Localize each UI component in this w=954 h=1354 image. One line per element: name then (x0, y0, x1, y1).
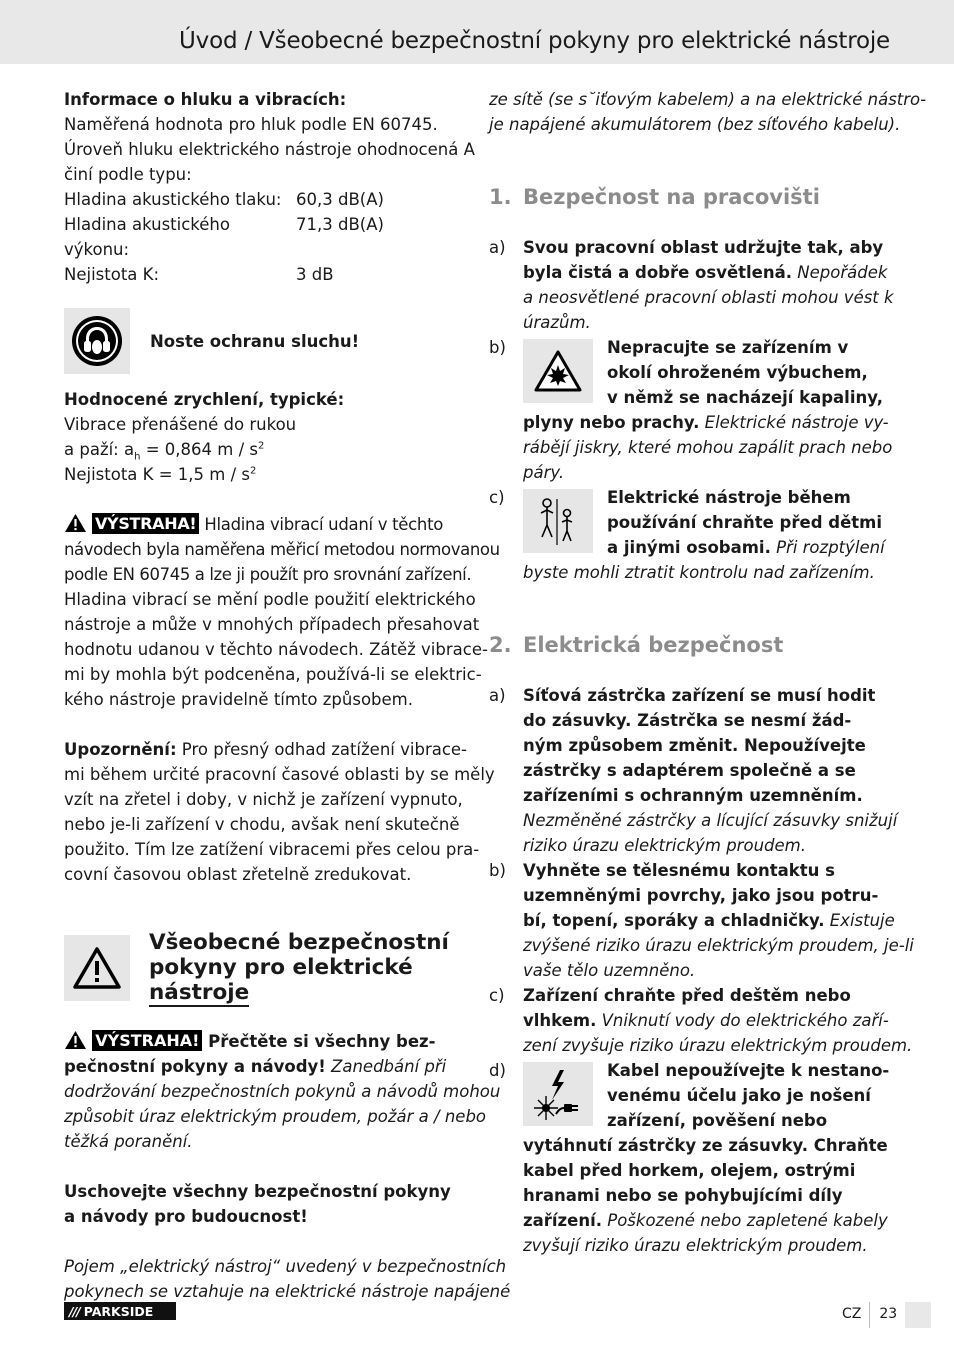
page-number-block (834, 1302, 931, 1328)
parkside-logo (64, 1302, 176, 1320)
item-italic-line: vaše tělo uzemněno. (523, 961, 696, 980)
term-continuation: ze sítě (se s˘iťovým kabelem) a na elektrické nástro- (489, 90, 927, 109)
safety-section-title-row (64, 930, 464, 1005)
item-bold-line: Svou pracovní oblast udržujte tak, aby (523, 238, 884, 257)
item-italic-line: rábějí jiskry, které mohou zapálit prach nebo (523, 438, 893, 457)
item-bold-line: venému účelu jako je nošení (607, 1086, 871, 1105)
warning-bold-text: Přečtěte si všechny bez- (202, 1032, 436, 1051)
warning-icon (64, 1030, 87, 1050)
item-italic-text: Elektrické nástroje vy- (699, 413, 889, 432)
warning-text-line: hodnotu udanou v těchto návodech. Zátěž vibrace- (64, 640, 488, 659)
ear-protection-row (64, 308, 464, 374)
item-bold-line: používání chraňte před dětmi (607, 513, 882, 532)
note-line: použito. Tím lze zatížení vibracemi přes celou pra- (64, 840, 480, 859)
noise-value-row (64, 262, 464, 287)
keep-children-away-icon (523, 489, 593, 553)
item-bold-line: Síťová zástrčka zařízení se musí hodit (523, 686, 876, 705)
noise-key: Hladina akustického tlaku: (64, 190, 282, 209)
list-item (489, 683, 898, 858)
list-item (489, 335, 891, 485)
logo-slashes: /// (69, 1303, 80, 1319)
item-bold-line: Vyhněte se tělesnému kontaktu s (523, 861, 835, 880)
noise-line: Naměřená hodnota pro hluk podle EN 60745. (64, 115, 438, 134)
warning-italic-line: těžká poranění. (64, 1132, 193, 1151)
uncertainty-number: Nejistota K = 1,5 m / s (64, 465, 250, 484)
general-warning-icon (64, 935, 130, 1001)
warning-badge: VÝSTRAHA! (92, 513, 199, 534)
note-paragraph (64, 737, 468, 762)
read-all-warning (64, 1029, 464, 1054)
warning-text-line: mi by mohla být podceněna, používá-li se elektric- (64, 665, 482, 684)
item-italic-line: zvyšují riziko úrazu elektrickým proudem. (523, 1236, 868, 1255)
warning-badge: VÝSTRAHA! (92, 1030, 202, 1051)
item-label: b) (489, 338, 506, 357)
term-continuation: je napájené akumulátorem (bez síťového kabelu). (489, 115, 901, 134)
acceleration-prefix: a paží: a (64, 440, 135, 459)
warning-bold-text: pečnostní pokyny a návody! (64, 1057, 326, 1076)
warning-line (64, 1054, 464, 1079)
item-bold-line: Nepracujte se zařízením v (607, 338, 849, 357)
item-bold-line: vytáhnutí zástrčky ze zásuvky. Chraňte (523, 1136, 888, 1155)
safety-section-title: pokyny pro elektrické (149, 955, 413, 980)
cable-hazard-icon (523, 1062, 593, 1126)
ear-protection-icon (64, 308, 130, 374)
noise-value-row (64, 187, 464, 212)
acceleration-exponent: 2 (257, 440, 265, 452)
left-column (64, 87, 511, 1304)
term-definition: Pojem „elektrický nástroj“ uvedený v bezpečnostních (64, 1257, 507, 1276)
vibration-warning (64, 512, 464, 537)
item-italic-line: a neosvětlené pracovní oblasti mohou vést k (523, 288, 894, 307)
item-italic-line: zvýšené riziko úrazu elektrickým proudem, je-li (523, 936, 914, 955)
item-bold-text: bí, topení, sporáky a chladničky. (523, 911, 825, 930)
term-definition: pokynech se vztahuje na elektrické nástroje napájené (64, 1282, 511, 1301)
uncertainty-value (64, 462, 464, 487)
item-bold-line: zařízení, pověšení nebo (607, 1111, 828, 1130)
warning-italic-line: způsobit úraz elektrickým proudem, požár a / nebo (64, 1107, 487, 1126)
item-italic-line: páry. (523, 463, 565, 482)
safety-section-title: nástroje (149, 980, 250, 1005)
warning-text-line: kého nástroje pravidelně tímto způsobem. (64, 690, 413, 709)
item-bold-text: a jinými osobami. (607, 538, 771, 557)
item-italic-text: Poškozené nebo zapletené kabely (602, 1211, 888, 1230)
section-number: 1. (489, 185, 512, 209)
item-italic-text: Nepořádek (792, 263, 888, 282)
warning-text-line: podle EN 60745 a lze ji použít pro srovnání zařízení. (64, 565, 472, 584)
list-item (489, 1058, 891, 1258)
list-item (489, 485, 891, 585)
item-bold-line: Kabel nepoužívejte k nestano- (607, 1061, 890, 1080)
acceleration-heading: Hodnocené zrychlení, typické: (64, 390, 345, 409)
acceleration-number: = 0,864 m / s (140, 440, 258, 459)
item-label: b) (489, 861, 506, 880)
page-header (0, 0, 954, 64)
item-italic-line: zení zvyšuje riziko úrazu elektrickým proudem. (523, 1036, 913, 1055)
note-label: Upozornění: (64, 740, 177, 759)
item-bold-line: okolí ohroženém výbuchem, (607, 363, 868, 382)
noise-value-row (64, 212, 464, 262)
item-italic-text: Vniknutí vody do elektrického zaří- (596, 1011, 889, 1030)
item-label: a) (489, 238, 506, 257)
item-label: c) (489, 986, 505, 1005)
note-line: covní časovou oblast zřetelně zredukovat. (64, 865, 412, 884)
warning-text-line: nástroje a může v mnohých případech přesahovat (64, 615, 480, 634)
item-bold-line: zástrčky s adaptérem společně a se (523, 761, 856, 780)
warning-italic-line: dodržování bezpečnostních pokynů a návodů mohou (64, 1082, 501, 1101)
keep-instructions: a návody pro budoucnost! (64, 1207, 308, 1226)
noise-line: Úroveň hluku elektrického nástroje ohodnocená A (64, 140, 475, 159)
footer-tab (905, 1302, 931, 1328)
noise-key: Hladina akustického výkonu: (64, 215, 230, 259)
list-item (489, 858, 914, 983)
item-italic-line: byste mohli ztratit kontrolu nad zařízením. (523, 563, 875, 582)
noise-value: 71,3 dB(A) (296, 215, 384, 234)
noise-value: 60,3 dB(A) (296, 190, 384, 209)
item-bold-line: kabel před horkem, olejem, ostrými (523, 1161, 856, 1180)
item-bold-text: byla čistá a dobře osvětlená. (523, 263, 793, 282)
note-line: vzít na zřetel i doby, v nichž je zařízení vypnuto, (64, 790, 463, 809)
acceleration-subscript: h (134, 451, 141, 463)
list-item (489, 983, 913, 1058)
item-label: c) (489, 488, 505, 507)
page-title: Úvod / Všeobecné bezpečnostní pokyny pro elektrické nástroje (179, 28, 890, 54)
item-bold-line: ným způsobem změnit. Nepoužívejte (523, 736, 866, 755)
section-number: 2. (489, 633, 512, 657)
item-bold-line: Elektrické nástroje během (607, 488, 851, 507)
item-bold-line: zařízeními s ochranným uzemněním. (523, 786, 863, 805)
section-title: Bezpečnost na pracovišti (523, 185, 820, 209)
item-italic-line: Nezměněné zástrčky a lícující zásuvky snižují (523, 811, 898, 830)
list-item (489, 235, 894, 335)
right-column (489, 87, 927, 1258)
item-italic-line: riziko úrazu elektrickým proudem. (523, 836, 806, 855)
item-bold-text: vlhkem. (523, 1011, 597, 1030)
item-bold-line: do zásuvky. Zástrčka se nesmí žád- (523, 711, 852, 730)
noise-key: Nejistota K: (64, 265, 160, 284)
language-code: CZ (842, 1306, 862, 1322)
item-label: a) (489, 686, 506, 705)
keep-instructions: Uschovejte všechny bezpečnostní pokyny (64, 1182, 451, 1201)
item-bold-line: hranami nebo se pohybujícími díly (523, 1186, 843, 1205)
item-bold-line: Zařízení chraňte před deštěm nebo (523, 986, 851, 1005)
warning-text-line: návodech byla naměřena měřicí metodou normovanou (64, 540, 500, 559)
section-heading-workplace (489, 183, 891, 211)
item-italic-text: Existuje (824, 911, 895, 930)
section-title: Elektrická bezpečnost (523, 633, 784, 657)
noise-line: činí podle typu: (64, 165, 192, 184)
item-label: d) (489, 1061, 506, 1080)
explosion-hazard-icon (523, 339, 593, 403)
note-line: nebo je-li zařízení v chodu, avšak není skutečně (64, 815, 460, 834)
item-bold-text: plyny nebo prachy. (523, 413, 700, 432)
safety-section-title: Všeobecné bezpečnostní (149, 930, 449, 955)
item-italic-text: Při rozptýlení (770, 538, 885, 557)
ear-protection-text: Noste ochranu sluchu! (150, 331, 360, 351)
logo-text: PARKSIDE (83, 1303, 154, 1319)
warning-icon (64, 513, 87, 533)
item-italic-line: úrazům. (523, 313, 591, 332)
section-heading-electrical (489, 631, 891, 659)
warning-italic-text: Zanedbání při (325, 1057, 447, 1076)
acceleration-line: Vibrace přenášené do rukou (64, 415, 297, 434)
item-bold-line: uzemněnými povrchy, jako jsou potru- (523, 886, 879, 905)
item-bold-text: zařízení. (523, 1211, 602, 1230)
note-line: mi během určité pracovní časové oblasti by se měly (64, 765, 495, 784)
page-number: 23 (879, 1306, 898, 1322)
acceleration-value (64, 437, 464, 462)
warning-text-line: Hladina vibrací se mění podle použití elektrického (64, 590, 476, 609)
item-bold-line: v němž se nacházejí kapaliny, (607, 388, 883, 407)
uncertainty-exponent: 2 (250, 465, 257, 477)
warning-text: Hladina vibrací udaní v těchto (199, 515, 444, 534)
noise-heading: Informace o hluku a vibracích: (64, 90, 347, 109)
noise-value: 3 dB (296, 265, 334, 284)
note-text: Pro přesný odhad zatížení vibrace- (176, 740, 468, 759)
